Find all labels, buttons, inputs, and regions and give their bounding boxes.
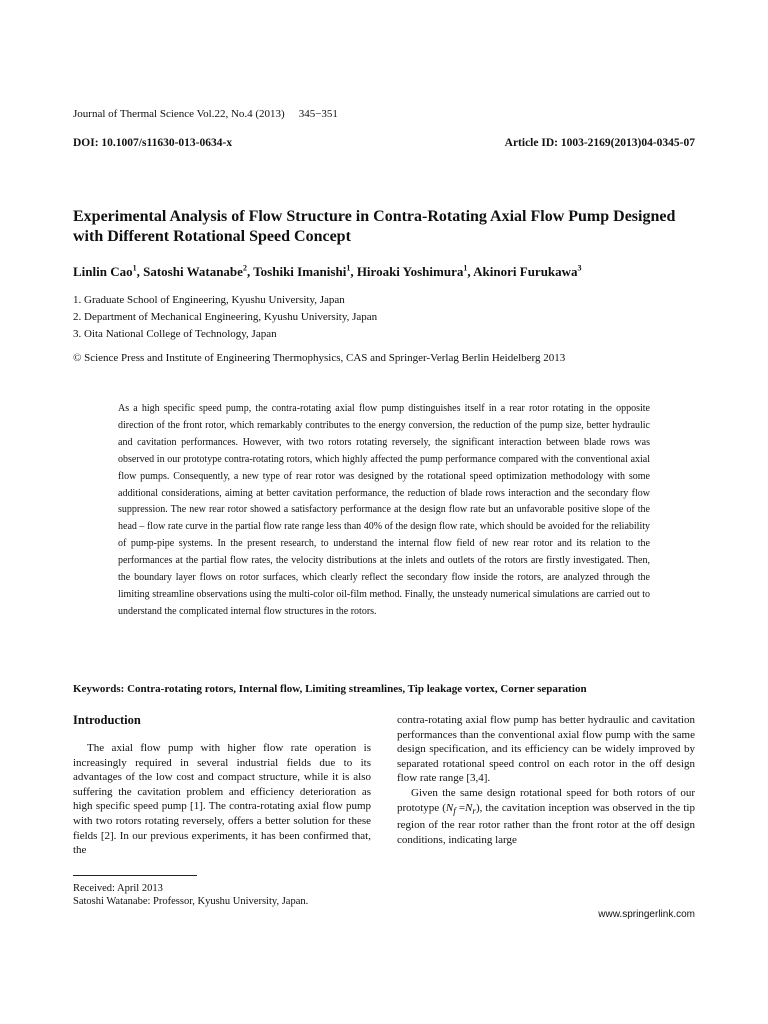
abstract: As a high specific speed pump, the contra-rotating axial flow pump distinguishes itself in a rear rotor rotating in the opposite direction of the front rotor, which remarkably contributes to the energy conversion, the reduction of the pump size, better hydraulic and cavitation performances. However, with two rotors rotating reversely, the significant interaction between blade rows was observed in our prototype contra-rotating rotors, which highly affected the pump performance compared with the conventional axial flow pumps. Consequently, a new type of rear rotor was designed by the rotational speed optimization methodology with some additional considerations, aiming at better cavitation performance, the reduction of blade rows interaction and the secondary flow suppression. The new rear rotor showed a satisfactory performance at the design flow rate but an unfavorable positive slope of the head – flow rate curve in the partial flow rate range less than 40% of the design flow rate, which should be avoided for the reliability of pump-pipe systems. In the present research, to understand the internal flow field of new rear rotor and its relation to the performances at the partial flow rates, the velocity distributions at the inlets and outlets of the rotors are firstly investigated. Then, the boundary layer flows on rotor surfaces, which clearly reflect the secondary flow inside the rotors, are analyzed through the limiting streamline observations using the multi-color oil-film method. Finally, the unsteady numerical simulations are carried out to understand the complicated internal flow structures in the rotors. xyxy=(118,403,650,617)
author-name: Toshiki Imanishi xyxy=(253,264,347,279)
intro-paragraph-continued: contra-rotating axial flow pump has better hydraulic and cavitation performances than the conventional axial flow pump with the same design specification, and its efficiency can be widely improved by separated rotational speed control on each rotor in the off design flow rate range [3,4]. xyxy=(397,714,695,785)
doi[interactable]: DOI: 10.1007/s11630-013-0634-x xyxy=(73,137,233,149)
author-affiliation-mark: 1 xyxy=(463,263,468,273)
affiliation-item: 3. Oita National College of Technology, Japan xyxy=(73,328,277,340)
author-affiliation-mark: 3 xyxy=(577,263,582,273)
paper-title: Experimental Analysis of Flow Structure in Contra-Rotating Axial Flow Pump Designed with Different Rotational Speed Concept xyxy=(73,208,676,245)
author-name: Satoshi Watanabe xyxy=(143,264,243,279)
author-name: Hiroaki Yoshimura xyxy=(356,264,464,279)
keywords: Keywords: Contra-rotating rotors, Internal flow, Limiting streamlines, Tip leakage vortex, Corner separation xyxy=(73,683,587,695)
author-name: Akinori Furukawa xyxy=(473,264,578,279)
math-symbol-nf: $N_f$ xyxy=(445,801,456,816)
affiliation-item: 2. Department of Mechanical Engineering, Kyushu University, Japan xyxy=(73,311,378,323)
body-column-right xyxy=(397,713,695,848)
author-list: Linlin Cao$^1$, Satoshi Watanabe$^2$, Toshiki Imanishi$^1$, Hiroaki Yoshimura$^1$, Akinori Furukawa$^3$ xyxy=(73,263,582,279)
journal-name: Journal of Thermal Science Vol.22, No.4 (2013) xyxy=(73,108,285,120)
intro-paragraph xyxy=(397,786,695,848)
footnote-divider xyxy=(73,875,197,876)
copyright-notice: © Science Press and Institute of Engineering Thermophysics, CAS and Springer-Verlag Berlin Heidelberg 2013 xyxy=(73,352,566,364)
author-affiliation-mark: 1 xyxy=(132,263,137,273)
math-operator: = xyxy=(455,801,466,814)
paragraph-text: Given the same design rotational speed for both rotors of our prototype ( xyxy=(397,786,695,814)
journal-citation xyxy=(73,108,338,120)
author-affiliation-mark: 2 xyxy=(242,263,247,273)
section-heading-introduction: Introduction xyxy=(73,713,141,727)
paragraph-text: ), the cavitation inception was observed in the tip region of the rear rotor rather than the front rotor at the off design conditions, indicating large xyxy=(397,801,695,846)
publisher-website-link[interactable]: www.springerlink.com xyxy=(598,909,695,920)
article-id: Article ID: 1003-2169(2013)04-0345-07 xyxy=(504,137,695,149)
affiliations xyxy=(73,292,377,343)
footnotes xyxy=(73,882,308,908)
author-note: Satoshi Watanabe: Professor, Kyushu University, Japan. xyxy=(73,896,309,907)
math-symbol-nr: $N_r$ xyxy=(465,801,476,816)
received-date: Received: April 2013 xyxy=(73,883,163,894)
body-column-left xyxy=(73,713,371,858)
author-affiliation-mark: 1 xyxy=(346,263,351,273)
page-range: 345−351 xyxy=(298,108,338,120)
affiliation-item: 1. Graduate School of Engineering, Kyushu University, Japan xyxy=(73,294,345,306)
intro-paragraph: The axial flow pump with higher flow rate operation is increasingly required in several industrial fields due to its advantages of the low cost and compact structure, while it is also suffering the cavitation problem and efficiency deterioration as high specific speed pump [1]. The contra-rotating axial flow pump with two rotors rotating reversely, offers a better solution for these fields [2]. In our previous experiments, it has been confirmed that, the xyxy=(73,742,371,857)
author-name: Linlin Cao xyxy=(73,264,133,279)
